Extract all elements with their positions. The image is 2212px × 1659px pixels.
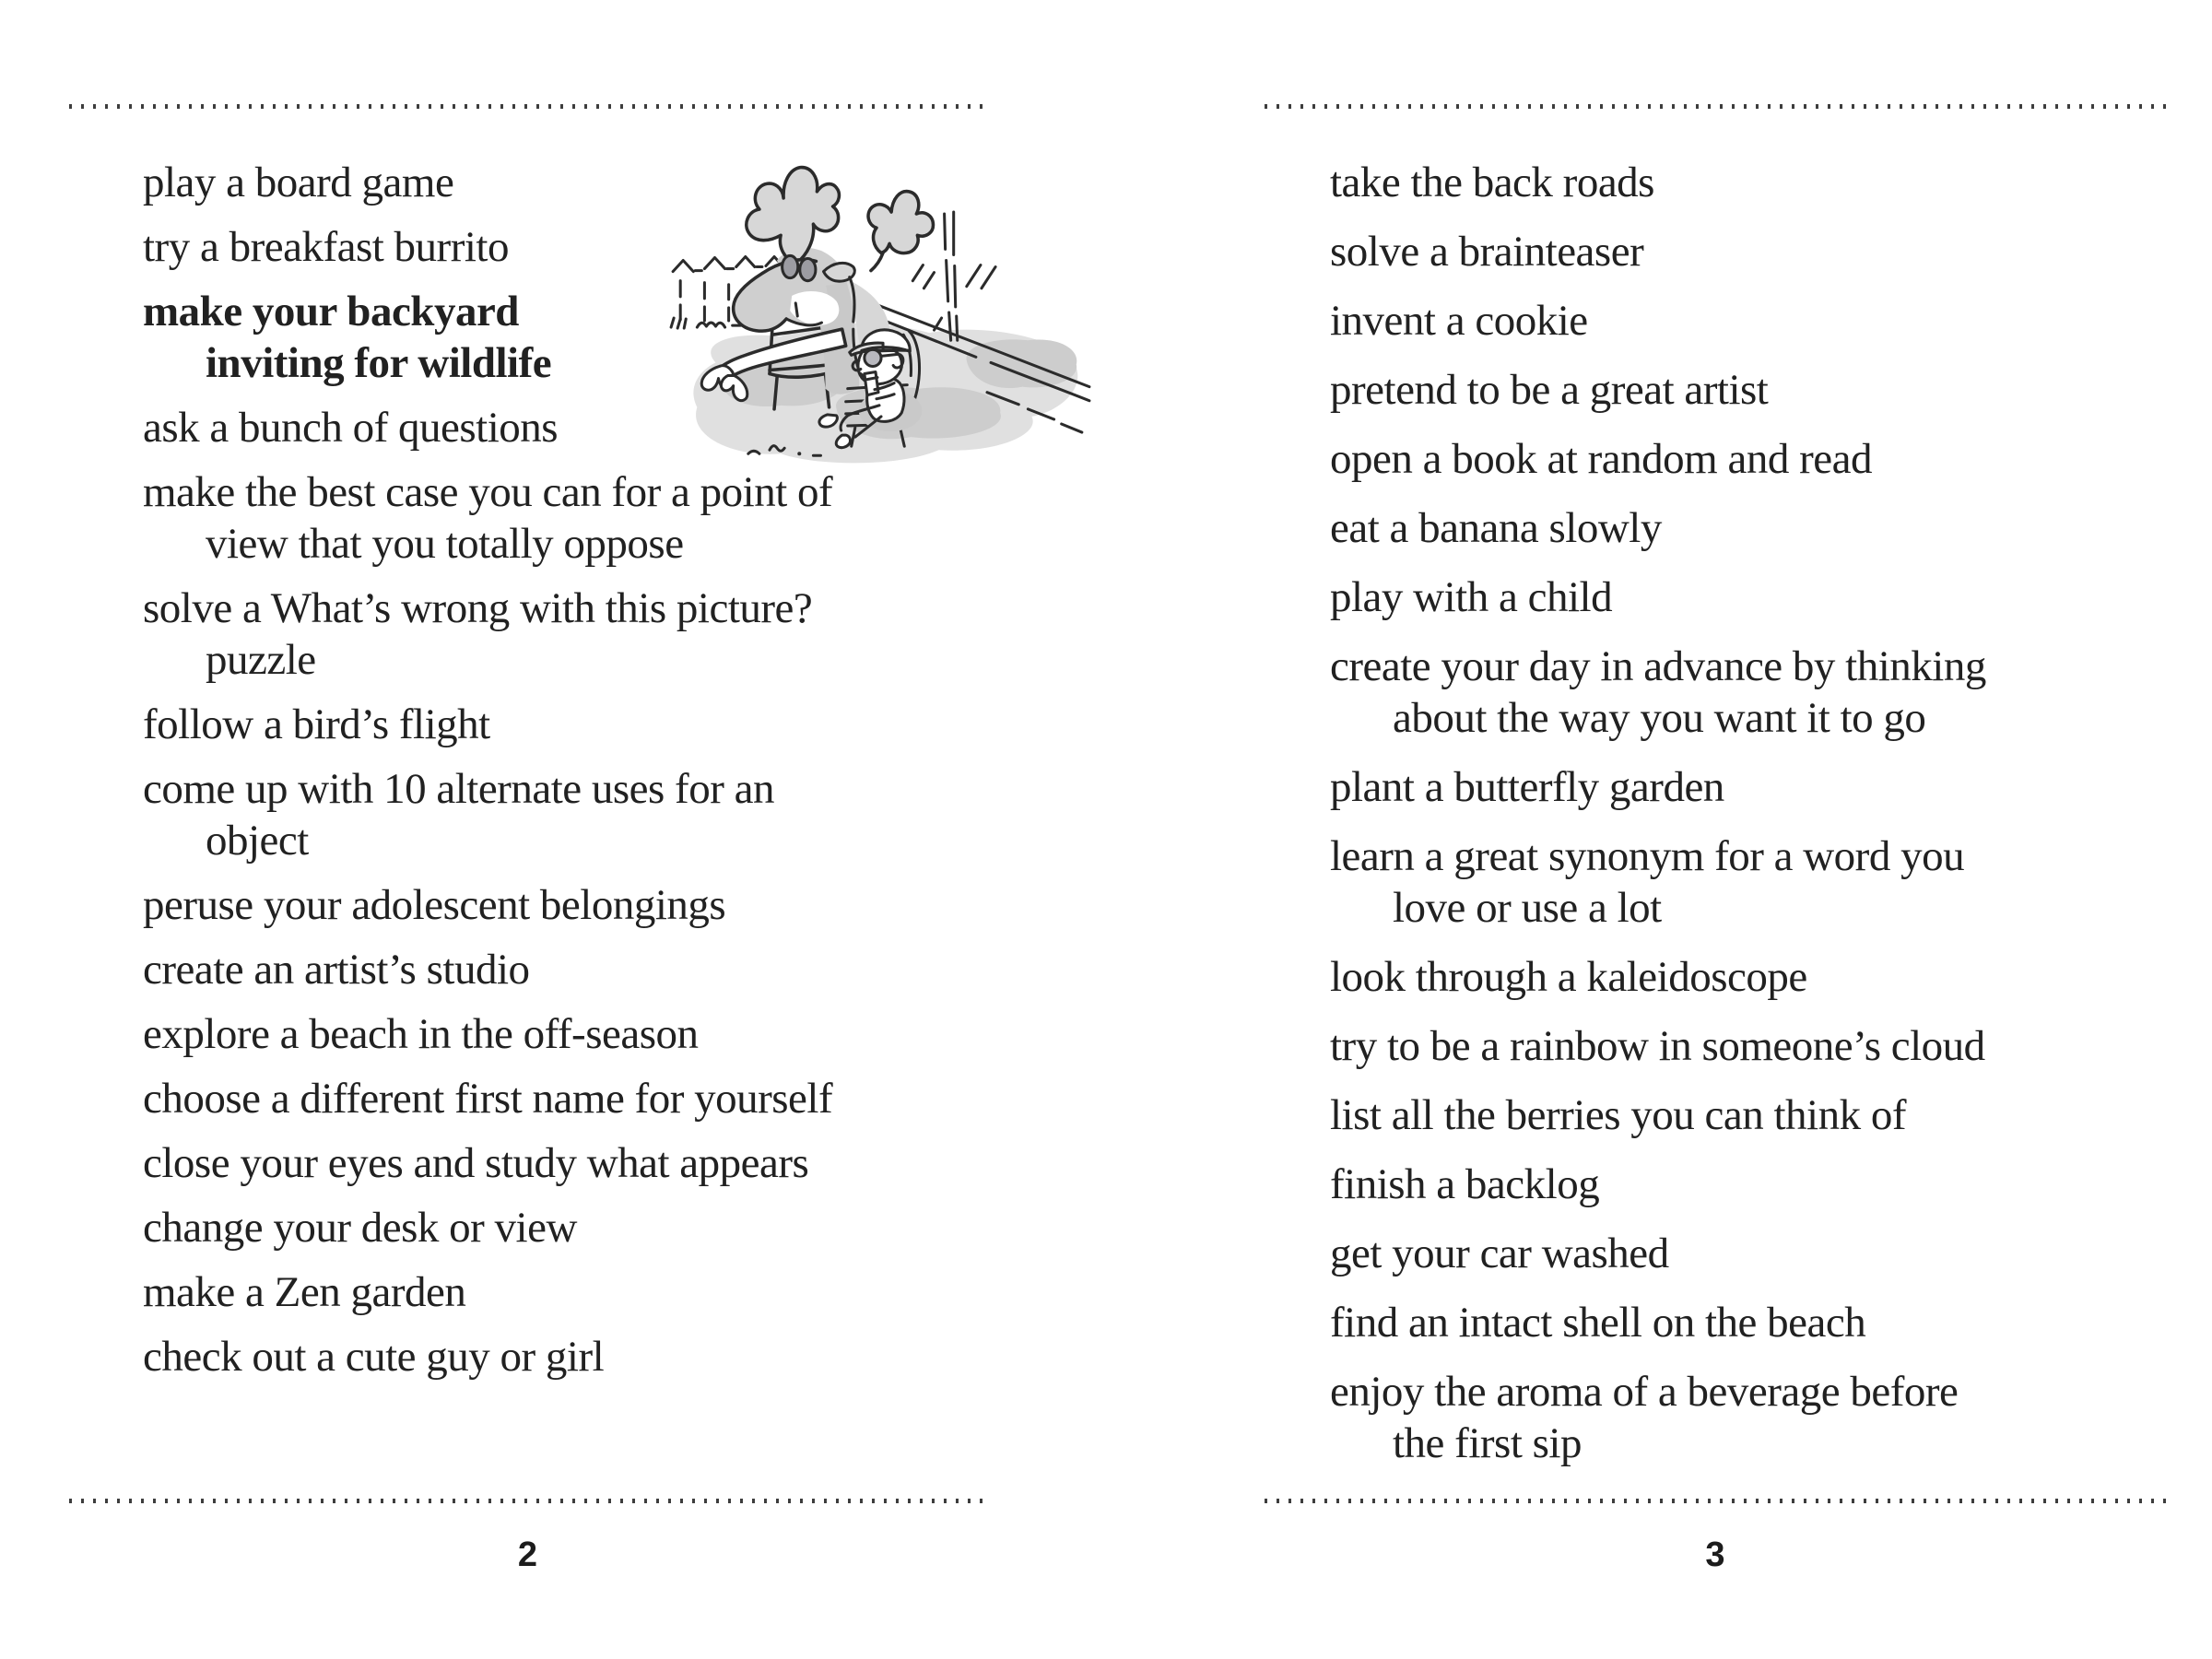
activity-line: create an artist’s studio [143, 946, 530, 994]
activity-line: look through a kaleidoscope [1330, 953, 1807, 1001]
activity-line: choose a different first name for yourself [143, 1075, 833, 1123]
activity-line: try a breakfast burrito [143, 223, 509, 271]
activity-item [1330, 433, 1986, 485]
activity-line: finish a backlog [1330, 1160, 1600, 1208]
activity-item [1330, 1228, 1986, 1279]
activity-line: plant a butterfly garden [1330, 763, 1724, 811]
top-dotted-rule-right [1265, 104, 2166, 109]
activity-item [1330, 1297, 1986, 1348]
activity-line: try to be a rainbow in someone’s cloud [1330, 1022, 1985, 1070]
activity-item [1330, 1366, 1986, 1469]
activity-item [1330, 295, 1986, 347]
activity-line: solve a What’s wrong with this picture? [143, 584, 813, 632]
activity-list-right [1330, 157, 1986, 1487]
activity-line: make a Zen garden [143, 1268, 466, 1316]
activity-line: make your backyard [143, 288, 519, 335]
activity-line-continuation: about the way you want it to go [1393, 694, 1926, 742]
activity-line: ask a bunch of questions [143, 404, 559, 452]
activity-item [1330, 502, 1986, 554]
activity-line-continuation: love or use a lot [1393, 884, 1662, 932]
activity-line: follow a bird’s flight [143, 700, 490, 748]
activity-line-continuation: view that you totally oppose [206, 520, 684, 568]
activity-item [1330, 641, 1986, 744]
activity-line: list all the berries you can think of [1330, 1091, 1906, 1139]
activity-line: invent a cookie [1330, 297, 1588, 345]
activity-line: solve a brainteaser [1330, 228, 1644, 276]
activity-line: learn a great synonym for a word you [1330, 832, 1965, 880]
page-number-left: 2 [517, 1535, 538, 1574]
page-number-right: 3 [1705, 1535, 1725, 1574]
activity-item [1330, 1089, 1986, 1141]
activity-line: play a board game [143, 159, 454, 206]
activity-line: play with a child [1330, 573, 1613, 621]
activity-item [1330, 761, 1986, 813]
activity-line: eat a banana slowly [1330, 504, 1662, 552]
activity-item [1330, 571, 1986, 623]
activity-item [1330, 157, 1986, 208]
activity-line: make the best case you can for a point of [143, 468, 833, 516]
activity-line: explore a beach in the off-season [143, 1010, 699, 1058]
activity-line-continuation: the first sip [1393, 1419, 1582, 1467]
activity-line: check out a cute guy or girl [143, 1333, 605, 1381]
activity-line: pretend to be a great artist [1330, 366, 1769, 414]
activity-item [1330, 1020, 1986, 1072]
activity-line: open a book at random and read [1330, 435, 1872, 483]
activity-line: close your eyes and study what appears [143, 1139, 809, 1187]
activity-item [1330, 1159, 1986, 1210]
activity-item [1330, 226, 1986, 277]
activity-line-continuation: object [206, 817, 309, 865]
activity-item [1330, 830, 1986, 934]
activity-item [1330, 951, 1986, 1003]
bottom-dotted-rule-right [1265, 1499, 2166, 1503]
activity-line: peruse your adolescent belongings [143, 881, 726, 929]
activity-line-continuation: inviting for wildlife [206, 339, 552, 387]
activity-line: find an intact shell on the beach [1330, 1299, 1866, 1347]
activity-line: enjoy the aroma of a beverage before [1330, 1368, 1959, 1416]
activity-line: change your desk or view [143, 1204, 577, 1252]
activity-line-continuation: puzzle [206, 636, 316, 684]
activity-line: get your car washed [1330, 1230, 1669, 1277]
activity-line: take the back roads [1330, 159, 1654, 206]
activity-item [1330, 364, 1986, 416]
activity-line: come up with 10 alternate uses for an [143, 765, 774, 813]
activity-line: create your day in advance by thinking [1330, 642, 1986, 690]
